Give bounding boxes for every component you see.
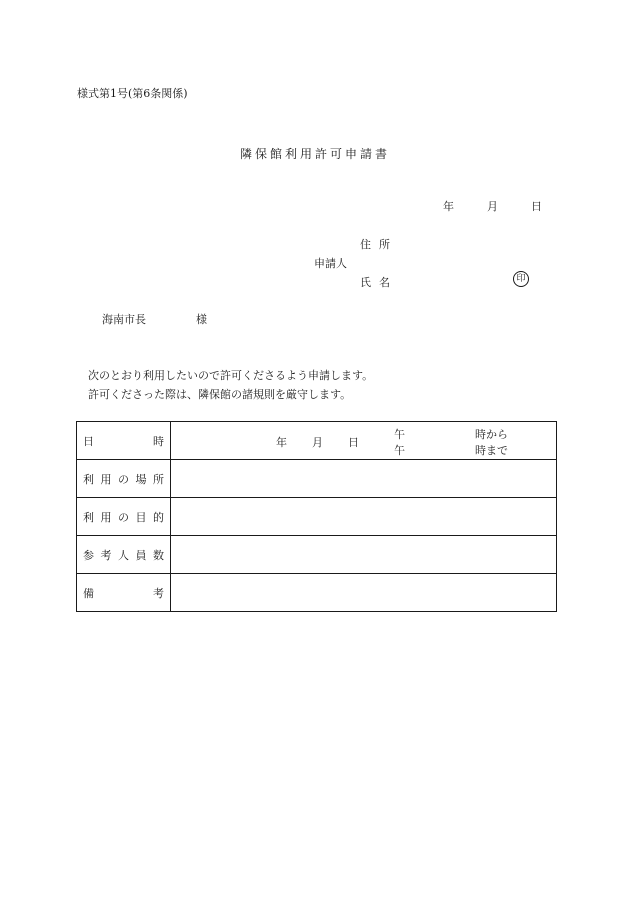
body-line-2: 許可くださった際は、隣保館の諸規則を厳守します。 <box>88 388 352 401</box>
datetime-year-label: 年 <box>276 436 287 449</box>
date-month-label: 月 <box>487 200 498 213</box>
table-row-purpose <box>77 498 557 536</box>
addressee-honorific: 様 <box>196 313 207 326</box>
place-value-cell[interactable] <box>171 460 557 498</box>
seal-mark: 印 <box>513 271 529 287</box>
form-title: 隣保館利用許可申請書 <box>239 147 390 161</box>
date-header <box>443 198 542 214</box>
attendees-label: 参 考 人 員 数 <box>77 536 171 574</box>
applicant-label: 申請人 <box>314 257 347 270</box>
body-line-1: 次のとおり利用したいので許可くださるよう申請します。 <box>88 369 374 382</box>
time-end-ampm: 午 <box>394 444 405 457</box>
time-start-suffix: 時から <box>475 428 508 441</box>
purpose-label: 利 用 の 目 的 <box>77 498 171 536</box>
date-day-label: 日 <box>531 200 542 213</box>
table-row-place <box>77 460 557 498</box>
table-row-attendees <box>77 536 557 574</box>
name-label: 氏名 <box>360 276 398 289</box>
datetime-value-cell[interactable] <box>171 422 557 460</box>
date-year-label: 年 <box>443 200 454 213</box>
remarks-value-cell[interactable] <box>171 574 557 612</box>
table-row-datetime <box>77 422 557 460</box>
time-start-ampm: 午 <box>394 428 405 441</box>
table-row-remarks <box>77 574 557 612</box>
place-label: 利 用 の 場 所 <box>77 460 171 498</box>
datetime-label: 日 時 <box>77 422 171 460</box>
form-number: 様式第1号(第6条関係) <box>77 87 188 100</box>
datetime-day-label: 日 <box>348 436 359 449</box>
remarks-label: 備 考 <box>77 574 171 612</box>
datetime-month-label: 月 <box>312 436 323 449</box>
time-end-suffix: 時まで <box>475 444 508 457</box>
addressee-mayor: 海南市長 <box>102 313 146 326</box>
address-label: 住所 <box>360 238 398 251</box>
attendees-value-cell[interactable] <box>171 536 557 574</box>
purpose-value-cell[interactable] <box>171 498 557 536</box>
application-table <box>76 421 557 612</box>
